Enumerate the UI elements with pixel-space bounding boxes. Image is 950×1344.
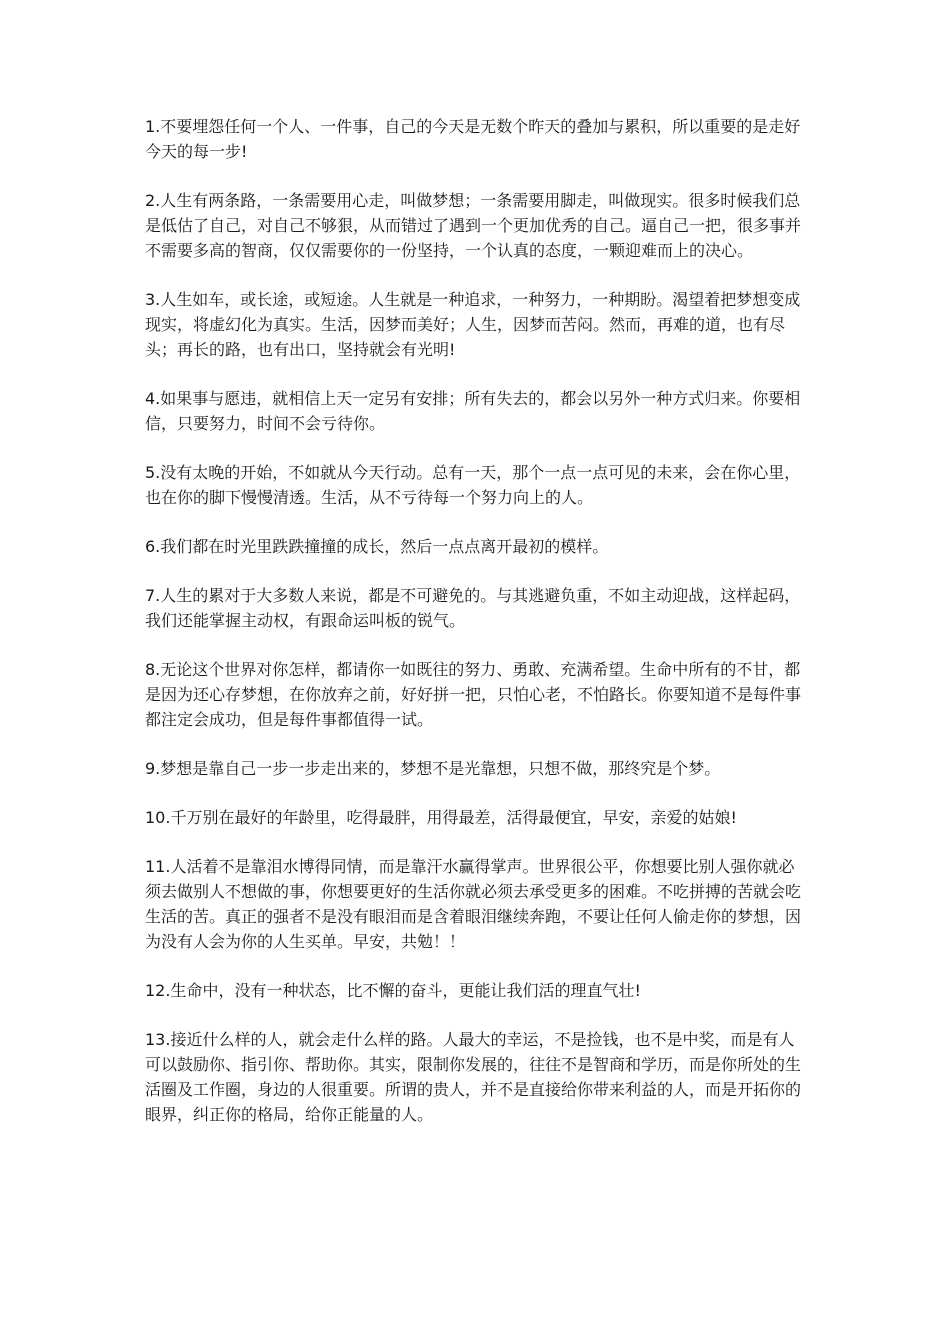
paragraph-8: 8.无论这个世界对你怎样，都请你一如既往的努力、勇敢、充满希望。生命中所有的不甘，都是因为还心存梦想，在你放弃之前，好好拼一把，只怕心老，不怕路长。你要知道不是每件事都注定会成功，但是每件事都值得一试。 [145, 660, 802, 729]
paragraph-9: 9.梦想是靠自己一步一步走出来的，梦想不是光靠想，只想不做，那终究是个梦。 [145, 759, 721, 778]
paragraph-13: 13.接近什么样的人，就会走什么样的路。人最大的幸运，不是捡钱，也不是中奖，而是有人可以鼓励你、指引你、帮助你。其实，限制你发展的，往往不是智商和学历，而是你所处的生活圈及工作圈，身边的人很重要。所谓的贵人，并不是直接给你带来利益的人，而是开拓你的眼界，纠正你的格局，给你正能量的人。 [145, 1030, 802, 1124]
paragraph-6: 6.我们都在时光里跌跌撞撞的成长，然后一点点离开最初的模样。 [145, 537, 609, 556]
paragraph-12: 12.生命中，没有一种状态，比不懈的奋斗，更能让我们活的理直气壮! [145, 981, 641, 1000]
paragraph-4: 4.如果事与愿违，就相信上天一定另有安排；所有失去的，都会以另外一种方式归来。你要相信，只要努力，时间不会亏待你。 [145, 389, 801, 433]
paragraph-2: 2.人生有两条路，一条需要用心走，叫做梦想；一条需要用脚走，叫做现实。很多时候我们总是低估了自己，对自己不够狠，从而错过了遇到一个更加优秀的自己。逼自己一把，很多事并不需要多高的智商，仅仅需要你的一份坚持，一个认真的态度，一颗迎难而上的决心。 [145, 191, 802, 260]
paragraph-11: 11.人活着不是靠泪水博得同情，而是靠汗水赢得掌声。世界很公平，你想要比别人强你就必须去做别人不想做的事，你想要更好的生活你就必须去承受更多的困难。不吃拼搏的苦就会吃生活的苦。真正的强者不是没有眼泪而是含着眼泪继续奔跑，不要让任何人偷走你的梦想，因为没有人会为你的人生买单。早安，共勉！！ [145, 857, 802, 951]
paragraph-7: 7.人生的累对于大多数人来说，都是不可避免的。与其逃避负重，不如主动迎战，这样起码，我们还能掌握主动权，有跟命运叫板的锐气。 [145, 586, 801, 630]
paragraph-5: 5.没有太晚的开始，不如就从今天行动。总有一天，那个一点一点可见的未来，会在你心里，也在你的脚下慢慢清透。生活，从不亏待每一个努力向上的人。 [145, 463, 801, 507]
document-body [145, 114, 807, 1151]
paragraph-3: 3.人生如车，或长途，或短途。人生就是一种追求，一种努力，一种期盼。渴望着把梦想变成现实，将虚幻化为真实。生活，因梦而美好；人生，因梦而苦闷。然而，再难的道，也有尽头；再长的路，也有出口，坚持就会有光明! [145, 290, 801, 359]
paragraph-10: 10.千万别在最好的年龄里，吃得最胖，用得最差，活得最便宜，早安，亲爱的姑娘! [145, 808, 737, 827]
paragraph-1: 1.不要埋怨任何一个人、一件事，自己的今天是无数个昨天的叠加与累积，所以重要的是走好今天的每一步! [145, 117, 801, 161]
